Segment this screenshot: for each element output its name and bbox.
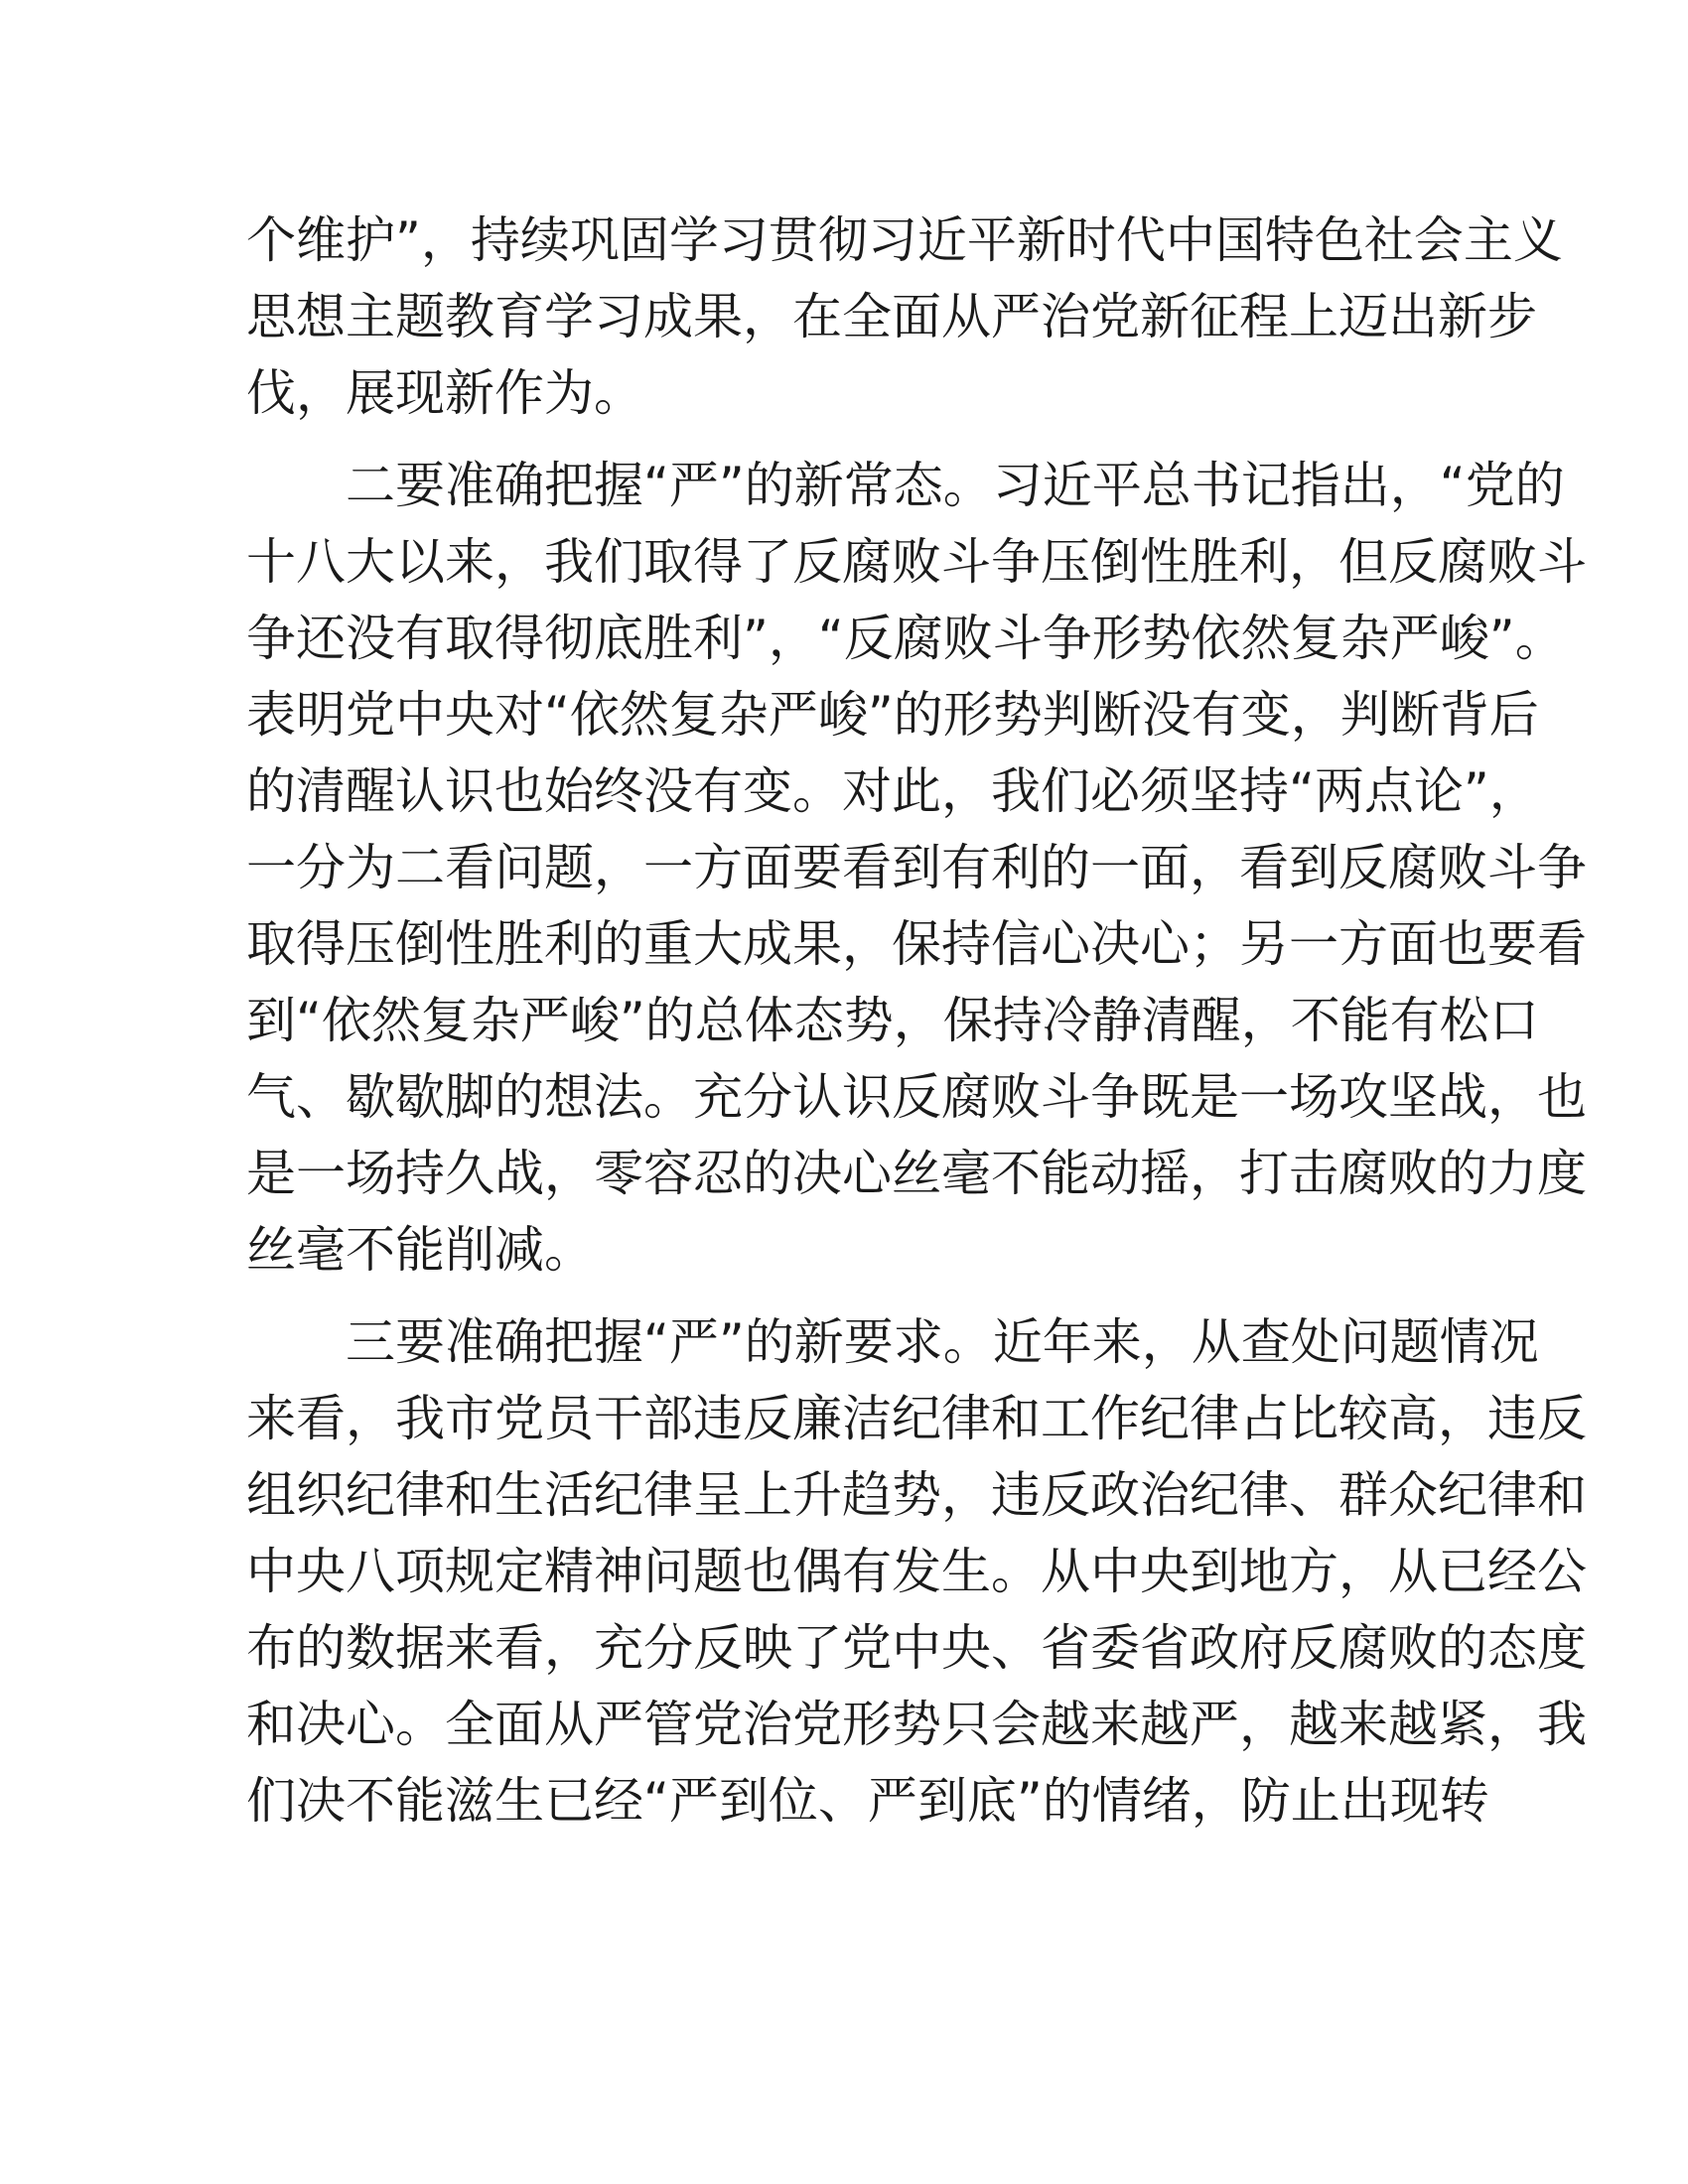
paragraph-1: [246, 203, 1563, 432]
text-line: 一分为二看问题，一方面要看到有利的一面，看到反腐败斗争: [246, 839, 1587, 896]
text-line: 是一场持久战，零容忍的决心丝毫不能动摇，打击腐败的力度: [246, 1145, 1587, 1202]
paragraph-spacer: [246, 432, 1448, 448]
document-body: [246, 203, 1587, 1840]
text-line: 思想主题教育学习成果，在全面从严治党新征程上迈出新步: [246, 288, 1537, 345]
text-line: 们决不能滋生已经“严到位、严到底”的情绪，防止出现转: [246, 1772, 1489, 1830]
text-line: 十八大以来，我们取得了反腐败斗争压倒性胜利，但反腐败斗: [246, 533, 1587, 591]
text-line: 气、歇歇脚的想法。充分认识反腐败斗争既是一场攻坚战，也: [246, 1068, 1587, 1126]
text-line: 和决心。全面从严管党治党形势只会越来越严，越来越紧，我: [246, 1696, 1587, 1753]
text-line: 二要准确把握“严”的新常态。习近平总书记指出，“党的: [346, 457, 1565, 514]
text-line: 来看，我市党员干部违反廉洁纪律和工作纪律占比较高，违反: [246, 1390, 1587, 1447]
text-line: 中央八项规定精神问题也偶有发生。从中央到地方，从已经公: [246, 1543, 1587, 1600]
text-line: 伐，展现新作为。: [246, 364, 643, 422]
paragraph-3: [246, 1304, 1587, 1840]
paragraph-2: [246, 448, 1587, 1289]
text-line: 到“依然复杂严峻”的总体态势，保持冷静清醒，不能有松口: [246, 992, 1539, 1049]
paragraph-spacer: [246, 1289, 1448, 1304]
text-line: 丝毫不能削减。: [246, 1221, 594, 1279]
text-line: 争还没有取得彻底胜利”，“反腐败斗争形势依然复杂严峻”。: [246, 610, 1565, 667]
text-line: 个维护”，持续巩固学习贯彻习近平新时代中国特色社会主义: [246, 211, 1563, 269]
text-line: 组织纪律和生活纪律呈上升趋势，违反政治纪律、群众纪律和: [246, 1466, 1587, 1524]
text-line: 表明党中央对“依然复杂严峻”的形势判断没有变，判断背后: [246, 686, 1539, 744]
text-line: 的清醒认识也始终没有变。对此，我们必须坚持“两点论”，: [246, 762, 1539, 820]
text-line: 布的数据来看，充分反映了党中央、省委省政府反腐败的态度: [246, 1619, 1587, 1677]
text-line: 三要准确把握“严”的新要求。近年来，从查处问题情况: [346, 1313, 1539, 1371]
text-line: 取得压倒性胜利的重大成果，保持信心决心；另一方面也要看: [246, 915, 1587, 973]
